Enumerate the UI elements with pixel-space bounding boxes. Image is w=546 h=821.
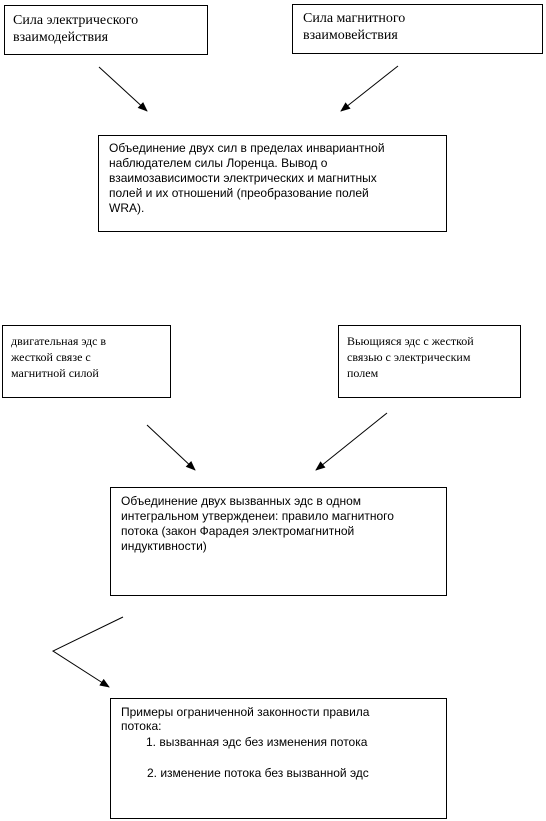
- arrow-flux-to-examples: [53, 617, 123, 687]
- examples-list-item: 2. изменение потока без вызванной эдс: [147, 766, 369, 780]
- transformer-emf-box: Вьющияся эдс с жесткой связью с электрическим полем: [338, 325, 521, 398]
- motional-emf-box: двигательная эдс в жесткой связе с магнитной силой: [2, 325, 171, 398]
- lorentz-unification-box: Объединение двух сил в пределах инвариантной наблюдателем силы Лоренца. Вывод о взаимозависимости электрических и магнитных полей и их отношений (преобразование полей WRA).: [98, 135, 447, 232]
- flux-rule-box: Объединение двух вызванных эдс в одном интегральном утвержденеи: правило магнитного потока (закон Фарадея электромагнитной индуктивности): [110, 487, 447, 596]
- examples-list-item: 1. вызванная эдс без изменения потока: [146, 735, 368, 749]
- examples-heading: Примеры ограниченной законности правила потока:: [121, 705, 370, 733]
- electric-force-box: Сила электрического взаимодействия: [4, 5, 208, 55]
- arrow-electric-to-lorentz: [99, 67, 147, 111]
- arrow-magnetic-to-lorentz: [341, 66, 398, 111]
- magnetic-force-box: Сила магнитного взаимовействия: [292, 4, 543, 54]
- arrow-motional-to-flux: [147, 425, 195, 470]
- arrow-transformer-to-flux: [316, 413, 387, 470]
- examples-box: [110, 698, 447, 819]
